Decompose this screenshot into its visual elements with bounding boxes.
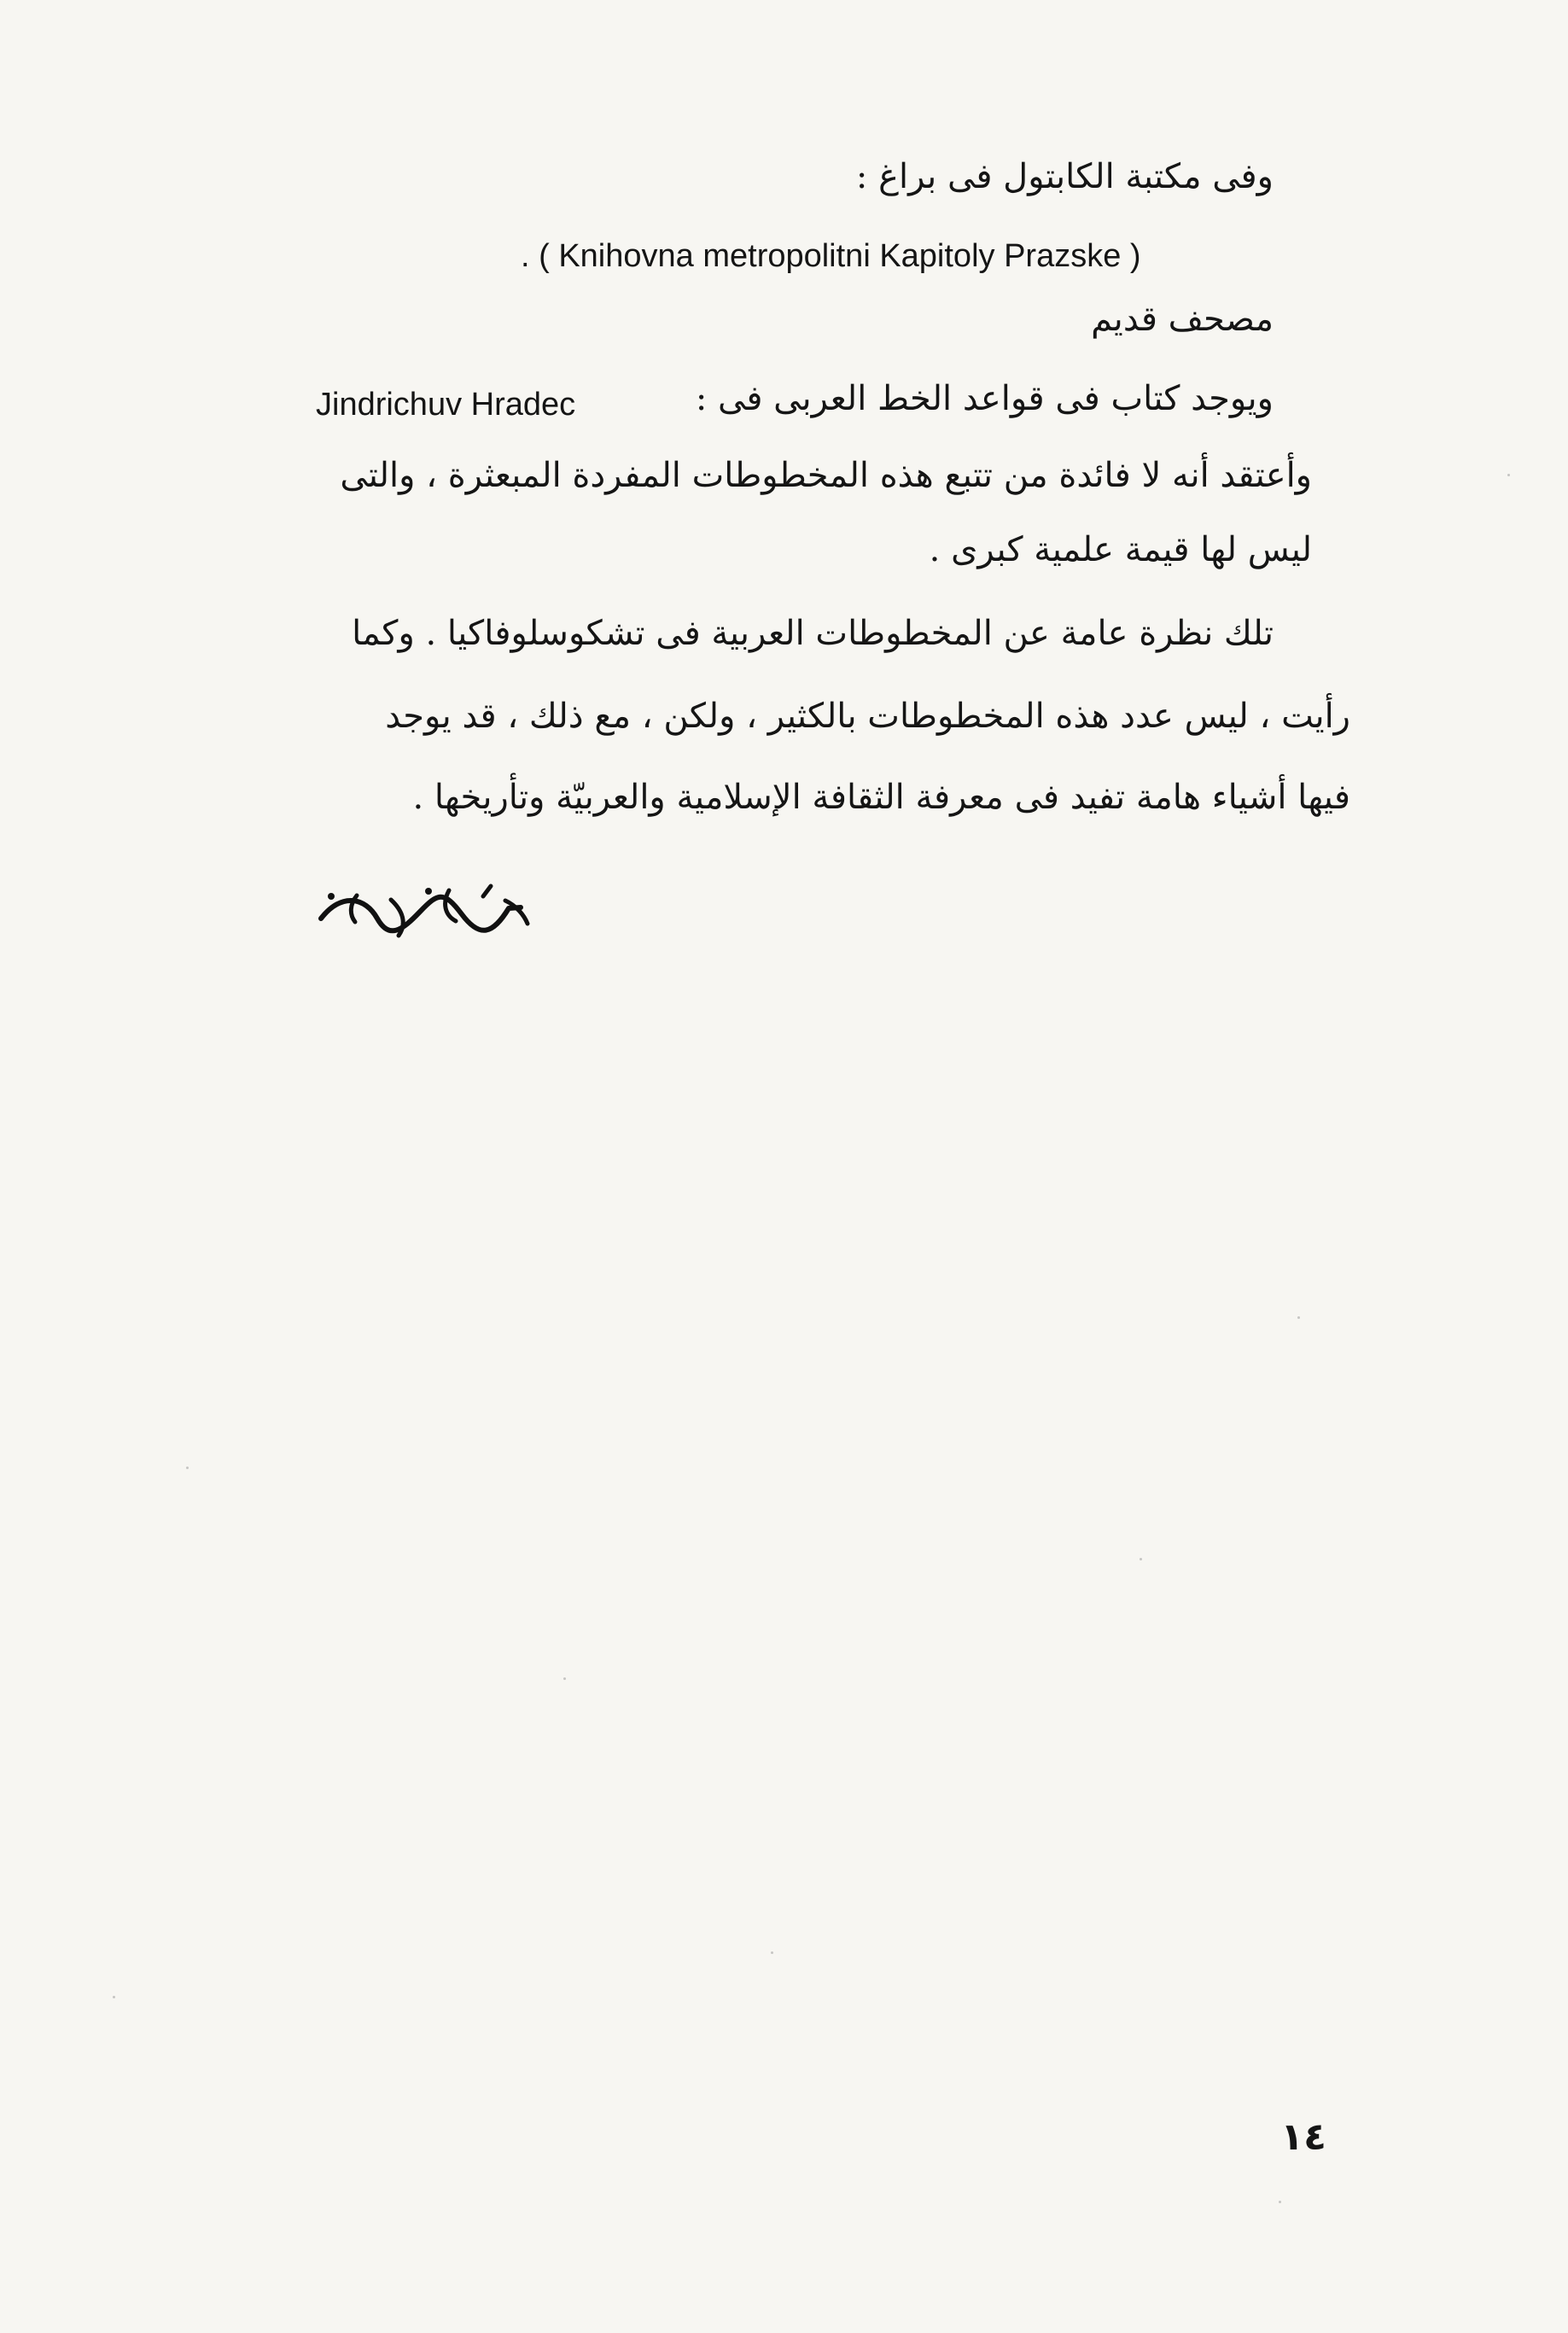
text-line-manuscripts-count: رأيت ، ليس عدد هذه المخطوطات بالكثير ، ولكن ، مع ذلك ، قد يوجد <box>385 697 1350 736</box>
text-line-calligraphy-book: ويوجد كتاب فى قواعد الخط العربى فى : <box>695 379 1274 418</box>
latin-place-name: Jindrichuv Hradec <box>316 387 576 423</box>
paper-speck <box>1297 1316 1300 1319</box>
page-number: ١٤ <box>1280 2115 1326 2159</box>
text-line-library-prague: وفى مكتبة الكابتول فى براغ : <box>855 157 1274 196</box>
text-line-value: ليس لها قيمة علمية كبرى . <box>929 530 1312 569</box>
paper-speck <box>1140 1558 1142 1560</box>
text-line-quran: مصحف قديم <box>1091 300 1274 339</box>
latin-library-name: . ( Knihovna metropolitni Kapitoly Prazske ) <box>521 238 1141 274</box>
paper-speck <box>771 1951 773 1954</box>
paper-speck <box>113 1996 115 1998</box>
signature <box>316 871 538 948</box>
paper-speck <box>1507 474 1510 476</box>
paper-speck <box>186 1467 189 1469</box>
paper-speck <box>1279 2201 1281 2203</box>
text-line-overview: تلك نظرة عامة عن المخطوطات العربية فى تشكوسلوفاكيا . وكما <box>352 614 1274 653</box>
text-line-importance: فيها أشياء هامة تفيد فى معرفة الثقافة الإسلامية والعربيّة وتأريخها . <box>412 778 1350 817</box>
paper-speck <box>563 1677 566 1680</box>
text-line-opinion: وأعتقد أنه لا فائدة من تتبع هذه المخطوطات المفردة المبعثرة ، والتى <box>340 456 1312 495</box>
